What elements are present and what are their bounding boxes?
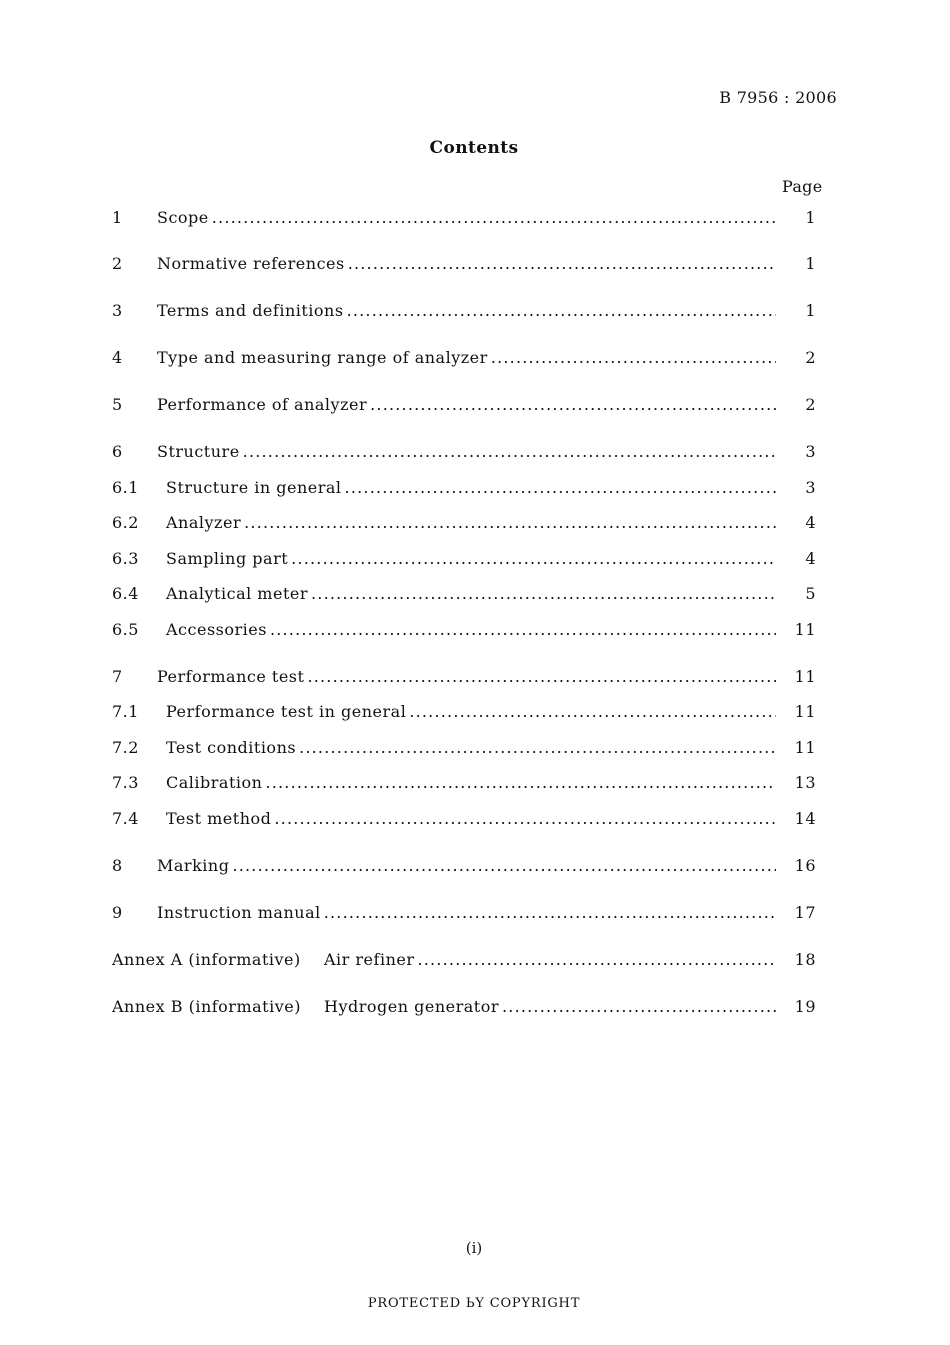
page-title: Contents	[429, 138, 519, 158]
dot-leader	[212, 207, 776, 229]
toc-entry[interactable]	[112, 477, 816, 499]
toc-entry-label: Type and measuring range of analyzer	[157, 348, 488, 367]
toc-entry[interactable]	[112, 300, 816, 322]
toc-entry[interactable]	[112, 701, 816, 723]
toc-entry[interactable]	[112, 808, 816, 830]
toc-entry-label: Calibration	[166, 773, 263, 792]
toc-entry-number: 7	[112, 667, 123, 686]
footer-page-number: (i)	[465, 1239, 483, 1257]
dot-leader	[324, 902, 776, 924]
toc-entry-page: 1	[805, 208, 816, 227]
toc-entry-label: Terms and definitions	[157, 301, 344, 320]
toc-entry-label: Structure in general	[166, 478, 342, 497]
dot-leader	[502, 996, 776, 1018]
toc-entry[interactable]	[112, 737, 816, 759]
page-column-header: Page	[782, 177, 823, 196]
toc-entry-number: 7.2	[112, 738, 139, 757]
toc-entry-label: Performance test	[157, 667, 305, 686]
dot-leader	[409, 701, 776, 723]
toc-entry-label: Accessories	[166, 620, 267, 639]
toc-entry-label: Normative references	[157, 254, 345, 273]
toc-entry-label: Test method	[166, 809, 272, 828]
toc-entry[interactable]	[112, 441, 816, 463]
toc-entry-number: 7.4	[112, 809, 139, 828]
toc-entry-number: 9	[112, 903, 123, 922]
dot-leader	[345, 477, 776, 499]
toc-entry-label: Analyzer	[166, 513, 242, 532]
toc-entry-number: 5	[112, 395, 123, 414]
toc-entry[interactable]	[112, 207, 816, 229]
toc-entry-number: 4	[112, 348, 123, 367]
toc-entry[interactable]	[112, 666, 816, 688]
toc-entry[interactable]	[112, 347, 816, 369]
toc-entry-number: 6	[112, 442, 123, 461]
toc-entry-number: 7.3	[112, 773, 139, 792]
dot-leader	[370, 394, 776, 416]
toc-entry-number: 6.1	[112, 478, 139, 497]
toc-entry[interactable]	[112, 253, 816, 275]
toc-entry-page: 11	[794, 702, 816, 721]
dot-leader	[291, 548, 776, 570]
document-id: B 7956 : 2006	[719, 88, 837, 107]
toc-entry-number: 2	[112, 254, 123, 273]
copyright-notice: PROTECTED ЬY COPYRIGHT	[367, 1296, 581, 1311]
toc-entry-page: 17	[794, 903, 816, 922]
toc-entry-label: Marking	[157, 856, 230, 875]
toc-entry-label: Structure	[157, 442, 240, 461]
toc-entry-label: Hydrogen generator	[324, 997, 499, 1016]
toc-entry-number: 6.4	[112, 584, 139, 603]
toc-entry-page: 1	[805, 301, 816, 320]
toc-entry[interactable]	[112, 583, 816, 605]
toc-entry-page: 16	[794, 856, 816, 875]
toc-entry-page: 2	[805, 348, 816, 367]
toc-entry-number: 8	[112, 856, 123, 875]
toc-entry-number: 6.3	[112, 549, 139, 568]
dot-leader	[244, 512, 776, 534]
toc-entry-label: Test conditions	[166, 738, 297, 757]
toc-entry-number: 6.5	[112, 620, 139, 639]
toc-entry[interactable]	[112, 855, 816, 877]
toc-entry-number: 7.1	[112, 702, 139, 721]
toc-entry[interactable]	[112, 394, 816, 416]
toc-entry-page: 13	[794, 773, 816, 792]
toc-entry-page: 18	[794, 950, 816, 969]
dot-leader	[232, 855, 776, 877]
toc-entry[interactable]	[112, 902, 816, 924]
toc-entry-page: 11	[794, 667, 816, 686]
toc-entry-label: Analytical meter	[166, 584, 308, 603]
dot-leader	[311, 583, 776, 605]
dot-leader	[274, 808, 776, 830]
toc-entry-page: 5	[805, 584, 816, 603]
toc-entry-page: 4	[805, 513, 816, 532]
toc-entry[interactable]	[112, 772, 816, 794]
toc-annex-entry[interactable]	[112, 949, 816, 971]
dot-leader	[243, 441, 776, 463]
toc-entry-number: 1	[112, 208, 123, 227]
toc-entry-page: 4	[805, 549, 816, 568]
toc-annex-entry[interactable]	[112, 996, 816, 1018]
toc-entry-label: Instruction manual	[157, 903, 321, 922]
dot-leader	[417, 949, 776, 971]
toc-entry-page: 2	[805, 395, 816, 414]
toc-entry-label: Sampling part	[166, 549, 289, 568]
dot-leader	[491, 347, 776, 369]
toc-entry-label: Performance test in general	[166, 702, 407, 721]
toc-entry-label: Air refiner	[324, 950, 415, 969]
dot-leader	[265, 772, 776, 794]
dot-leader	[348, 253, 776, 275]
annex-prefix: Annex A (informative)	[112, 950, 301, 969]
toc-entry-page: 14	[794, 809, 816, 828]
dot-leader	[307, 666, 776, 688]
annex-prefix: Annex B (informative)	[112, 997, 301, 1016]
toc-entry-page: 1	[805, 254, 816, 273]
toc-entry-page: 11	[794, 620, 816, 639]
toc-entry-page: 3	[805, 478, 816, 497]
toc-entry-number: 6.2	[112, 513, 139, 532]
toc-entry[interactable]	[112, 548, 816, 570]
dot-leader	[270, 619, 776, 641]
toc-entry-label: Performance of analyzer	[157, 395, 368, 414]
toc-entry-page: 3	[805, 442, 816, 461]
dot-leader	[299, 737, 776, 759]
toc-entry-page: 11	[794, 738, 816, 757]
toc-entry[interactable]	[112, 512, 816, 534]
toc-entry-page: 19	[794, 997, 816, 1016]
dot-leader	[347, 300, 776, 322]
toc-entry-number: 3	[112, 301, 123, 320]
toc-entry-label: Scope	[157, 208, 209, 227]
toc-entry[interactable]	[112, 619, 816, 641]
